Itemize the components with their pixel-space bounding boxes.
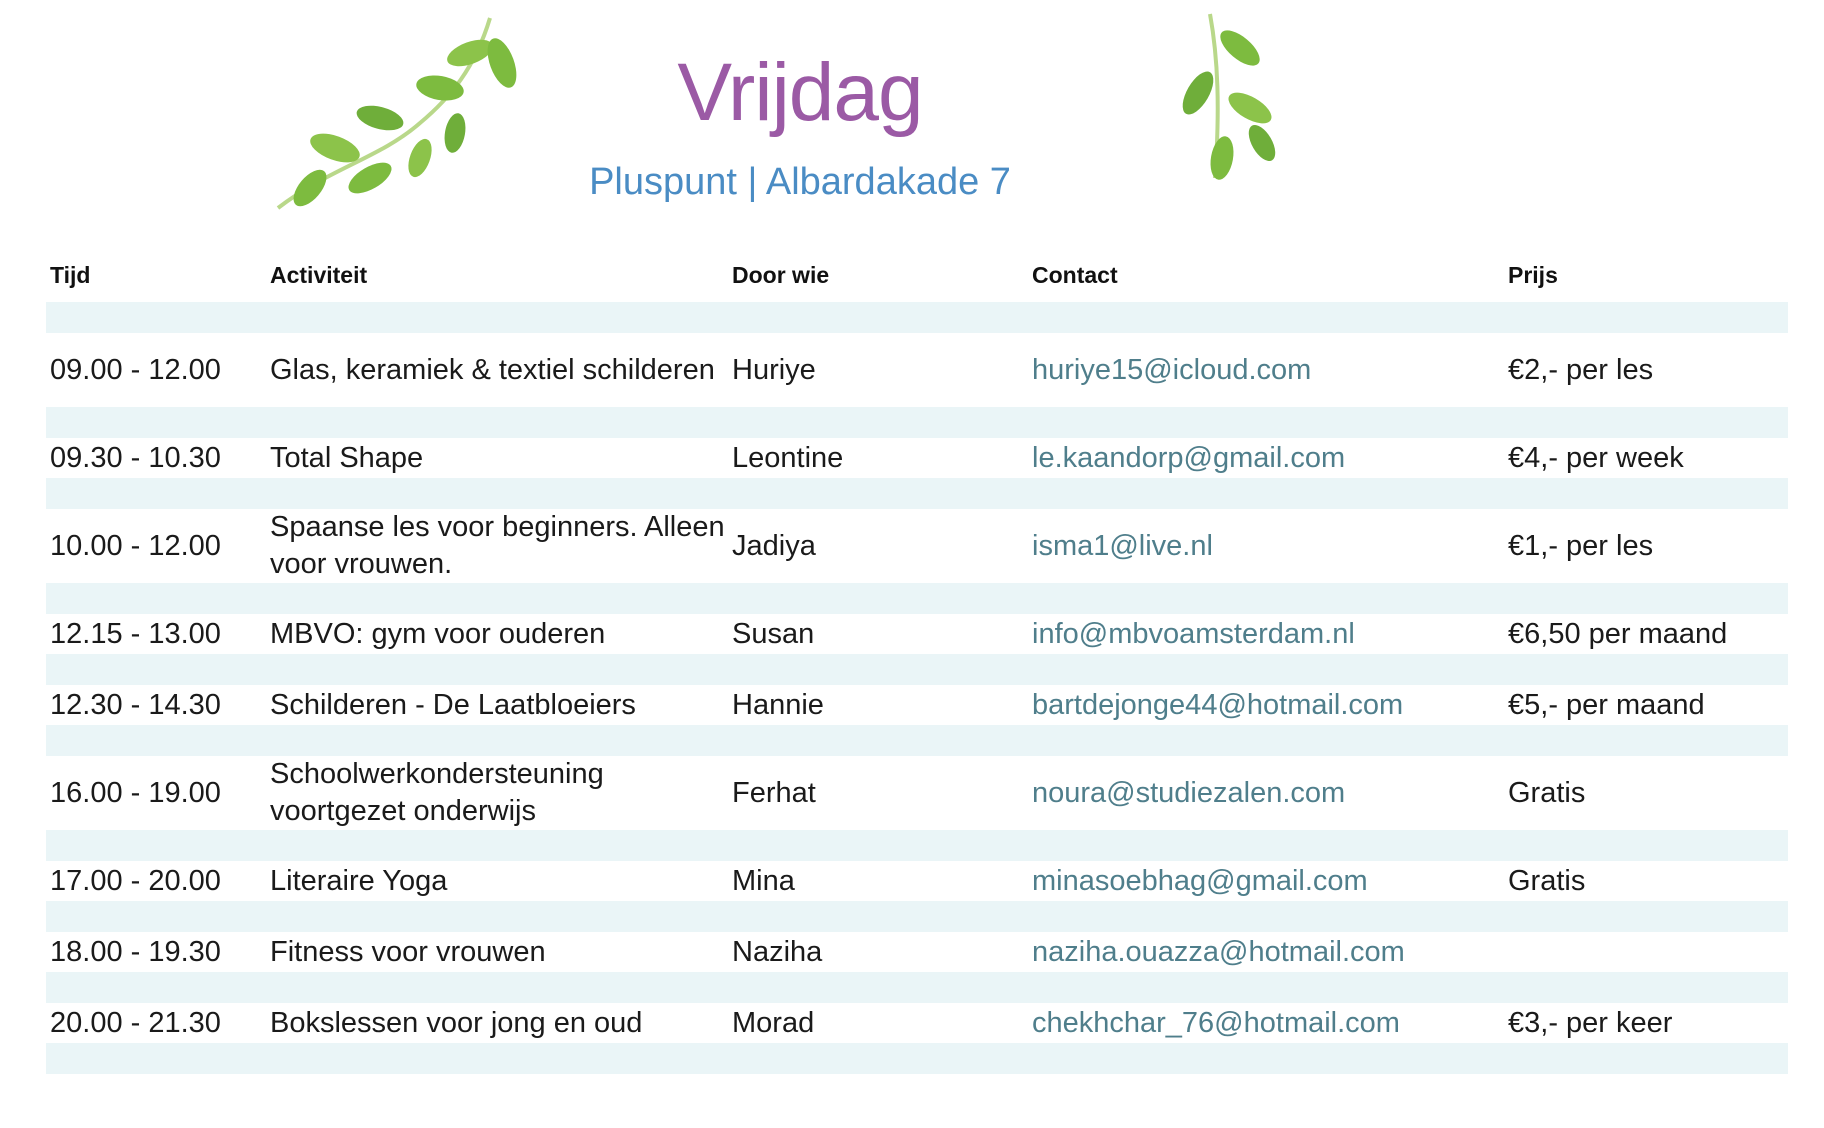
cell-time: 09.30 - 10.30 (50, 441, 221, 474)
row-divider (46, 407, 1788, 438)
table-row (46, 333, 1788, 407)
cell-contact-email[interactable]: minasoebhag@gmail.com (1032, 864, 1368, 897)
row-divider (46, 583, 1788, 614)
cell-activity: Schilderen - De Laatbloeiers (270, 688, 636, 721)
cell-time: 17.00 - 20.00 (50, 864, 221, 897)
row-divider (46, 725, 1788, 756)
table-header-row (46, 250, 1788, 302)
cell-contact-email[interactable]: info@mbvoamsterdam.nl (1032, 617, 1355, 650)
cell-price: €3,- per keer (1508, 1006, 1673, 1039)
cell-who: Naziha (732, 935, 823, 968)
table-row (46, 614, 1788, 654)
cell-who: Huriye (732, 353, 816, 386)
row-divider (46, 478, 1788, 509)
cell-activity: Schoolwerkondersteuning voortgezet onderwijs (270, 758, 604, 827)
column-header-time: Tijd (50, 262, 91, 288)
cell-time: 09.00 - 12.00 (50, 353, 221, 386)
cell-price: Gratis (1508, 776, 1586, 809)
cell-price: Gratis (1508, 864, 1586, 897)
cell-price: €5,- per maand (1508, 688, 1705, 721)
cell-time: 16.00 - 19.00 (50, 776, 221, 809)
table-row (46, 1003, 1788, 1043)
cell-time: 20.00 - 21.30 (50, 1006, 221, 1039)
cell-activity: Total Shape (270, 441, 424, 474)
page-subtitle: Pluspunt | Albardakade 7 (589, 161, 1011, 203)
cell-who: Morad (732, 1006, 815, 1039)
table-row (46, 438, 1788, 478)
column-header-price: Prijs (1508, 262, 1558, 288)
cell-who: Leontine (732, 441, 844, 474)
cell-who: Mina (732, 864, 795, 897)
row-divider (46, 1043, 1788, 1074)
column-header-contact: Contact (1032, 262, 1118, 288)
cell-time: 10.00 - 12.00 (50, 529, 221, 562)
table-row (46, 509, 1788, 583)
table-row (46, 685, 1788, 725)
cell-contact-email[interactable]: bartdejonge44@hotmail.com (1032, 688, 1404, 721)
cell-contact-email[interactable]: huriye15@icloud.com (1032, 353, 1312, 386)
cell-time: 18.00 - 19.30 (50, 935, 221, 968)
cell-price: €4,- per week (1508, 441, 1684, 474)
table-row (46, 932, 1788, 972)
cell-price: €1,- per les (1508, 529, 1654, 562)
cell-contact-email[interactable]: isma1@live.nl (1032, 529, 1213, 562)
table-row (46, 756, 1788, 830)
cell-who: Hannie (732, 688, 824, 721)
row-divider (46, 972, 1788, 1003)
cell-contact-email[interactable]: le.kaandorp@gmail.com (1032, 441, 1346, 474)
row-divider (46, 830, 1788, 861)
cell-contact-email[interactable]: chekhchar_76@hotmail.com (1032, 1006, 1400, 1039)
table-row (46, 861, 1788, 901)
cell-who: Susan (732, 617, 815, 650)
cell-contact-email[interactable]: naziha.ouazza@hotmail.com (1032, 935, 1405, 968)
row-divider (46, 654, 1788, 685)
cell-price: €6,50 per maand (1508, 617, 1728, 650)
column-header-who: Door wie (732, 262, 830, 288)
cell-price: €2,- per les (1508, 353, 1654, 386)
cell-price (1508, 932, 1788, 972)
page-title: Vrijdag (677, 47, 923, 138)
cell-activity: Fitness voor vrouwen (270, 935, 546, 968)
cell-activity: Literaire Yoga (270, 864, 448, 897)
schedule-table (46, 250, 1788, 1074)
cell-contact-email[interactable]: noura@studiezalen.com (1032, 776, 1346, 809)
cell-activity: MBVO: gym voor ouderen (270, 617, 606, 650)
cell-who: Jadiya (732, 529, 816, 562)
column-header-activity: Activiteit (270, 262, 368, 288)
cell-time: 12.15 - 13.00 (50, 617, 221, 650)
cell-time: 12.30 - 14.30 (50, 688, 221, 721)
cell-activity: Spaanse les voor beginners. Alleen voor vrouwen. (270, 511, 725, 580)
row-divider (46, 302, 1788, 333)
cell-who: Ferhat (732, 776, 816, 809)
row-divider (46, 901, 1788, 932)
cell-activity: Glas, keramiek & textiel schilderen (270, 353, 715, 386)
cell-activity: Bokslessen voor jong en oud (270, 1006, 643, 1039)
page-header (0, 0, 1824, 240)
